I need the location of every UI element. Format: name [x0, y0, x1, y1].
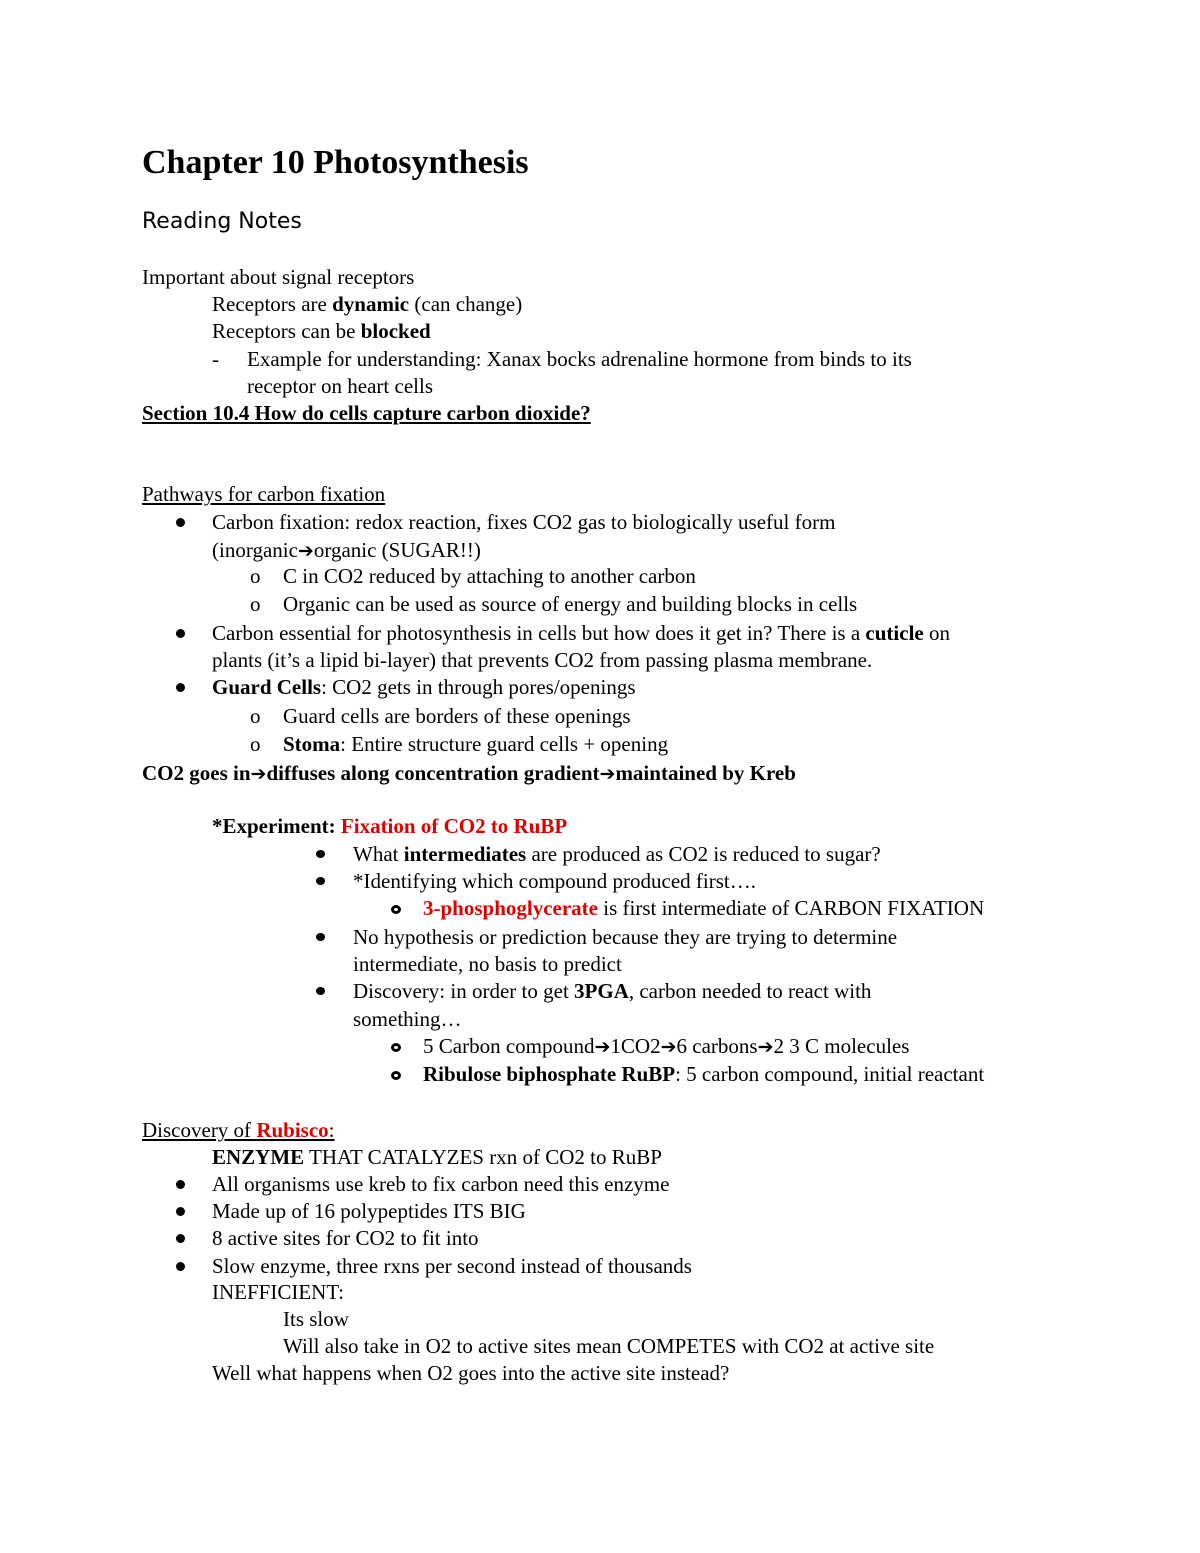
bullet-icon: [176, 1207, 185, 1216]
bullet-icon: [316, 850, 325, 858]
circle-bullet-icon: o: [250, 592, 261, 616]
signal-line-1: Receptors are dynamic (can change): [212, 292, 523, 316]
arrow-right-icon: ➔: [599, 763, 616, 785]
bullet-icon: [176, 1262, 185, 1271]
rubisco-enzyme-line: ENZYME THAT CATALYZES rxn of CO2 to RuBP: [212, 1145, 662, 1169]
bullet-icon: [176, 629, 185, 638]
circle-bullet-icon: o: [250, 704, 261, 728]
bullet-icon: [176, 518, 185, 527]
inefficient-reason-2: Will also take in O2 to active sites mean COMPETES with CO2 at active site: [283, 1334, 935, 1358]
rubisco-heading: Discovery of Rubisco:: [142, 1118, 335, 1142]
page-subtitle: Reading Notes: [142, 209, 302, 234]
rubisco-item-3: 8 active sites for CO2 to fit into: [212, 1226, 479, 1250]
circle-bullet-icon: [391, 1071, 401, 1080]
experiment-item-4-line-2: something…: [353, 1007, 462, 1031]
closing-question: Well what happens when O2 goes into the active site instead?: [212, 1361, 730, 1385]
arrow-right-icon: ➔: [250, 763, 267, 785]
page-title: Chapter 10 Photosynthesis: [142, 144, 529, 181]
circle-bullet-icon: o: [250, 732, 261, 756]
signal-example-line-2: receptor on heart cells: [247, 374, 433, 398]
rubisco-item-1: All organisms use kreb to fix carbon need this enzyme: [212, 1172, 670, 1196]
experiment-sub-1: 3-phosphoglycerate is first intermediate of CARBON FIXATION: [423, 896, 985, 920]
bullet-icon: [316, 877, 325, 885]
bullet-icon: [316, 933, 325, 941]
pathway-sub-1: C in CO2 reduced by attaching to another carbon: [283, 564, 696, 588]
experiment-item-2: *Identifying which compound produced first….: [353, 869, 756, 893]
experiment-sub-2: 5 Carbon compound➔1CO2➔6 carbons➔2 3 C molecules: [423, 1034, 910, 1058]
experiment-item-3-line-1: No hypothesis or prediction because they are trying to determine: [353, 925, 898, 949]
pathway-sub-4: Stoma: Entire structure guard cells + opening: [283, 732, 669, 756]
arrow-right-icon: ➔: [594, 1036, 611, 1058]
pathway-sub-3: Guard cells are borders of these openings: [283, 704, 631, 728]
signal-heading: Important about signal receptors: [142, 265, 415, 289]
experiment-heading: *Experiment: Fixation of CO2 to RuBP: [212, 814, 568, 838]
arrow-right-icon: ➔: [757, 1036, 774, 1058]
circle-bullet-icon: [391, 1043, 401, 1052]
circle-bullet-icon: o: [250, 564, 261, 588]
pathway-bullet-2-line-2: plants (it’s a lipid bi-layer) that prevents CO2 from passing plasma membrane.: [212, 648, 873, 672]
inefficient-reason-1: Its slow: [283, 1307, 349, 1331]
arrow-right-icon: ➔: [297, 540, 314, 562]
pathway-sub-2: Organic can be used as source of energy and building blocks in cells: [283, 592, 858, 616]
pathway-bullet-3: Guard Cells: CO2 gets in through pores/openings: [212, 675, 636, 699]
inefficient-label: INEFFICIENT:: [212, 1280, 344, 1304]
pathway-bullet-1-line-1: Carbon fixation: redox reaction, fixes CO2 gas to biologically useful form: [212, 510, 836, 534]
bullet-icon: [176, 1234, 185, 1243]
section-heading: Section 10.4 How do cells capture carbon dioxide?: [142, 401, 591, 425]
pathways-heading: Pathways for carbon fixation: [142, 482, 386, 506]
pathway-bullet-2-line-1: Carbon essential for photosynthesis in cells but how does it get in? There is a cuticle on: [212, 621, 950, 645]
signal-example-line-1: Example for understanding: Xanax bocks adrenaline hormone from binds to its: [247, 347, 912, 371]
dash-marker: -: [212, 347, 219, 371]
experiment-item-1: What intermediates are produced as CO2 is reduced to sugar?: [353, 842, 881, 866]
rubisco-item-4: Slow enzyme, three rxns per second instead of thousands: [212, 1254, 692, 1278]
experiment-item-4-line-1: Discovery: in order to get 3PGA, carbon needed to react with: [353, 979, 872, 1003]
circle-bullet-icon: [391, 905, 401, 914]
experiment-sub-3: Ribulose biphosphate RuBP: 5 carbon compound, initial reactant: [423, 1062, 985, 1086]
bullet-icon: [176, 683, 185, 692]
co2-summary-line: CO2 goes in➔diffuses along concentration gradient➔maintained by Kreb: [142, 761, 796, 785]
bullet-icon: [176, 1180, 185, 1189]
rubisco-item-2: Made up of 16 polypeptides ITS BIG: [212, 1199, 526, 1223]
signal-line-2: Receptors can be blocked: [212, 319, 431, 343]
arrow-right-icon: ➔: [660, 1036, 677, 1058]
pathway-bullet-1-line-2: (inorganic➔organic (SUGAR!!): [212, 538, 481, 562]
bullet-icon: [316, 987, 325, 995]
experiment-item-3-line-2: intermediate, no basis to predict: [353, 952, 622, 976]
